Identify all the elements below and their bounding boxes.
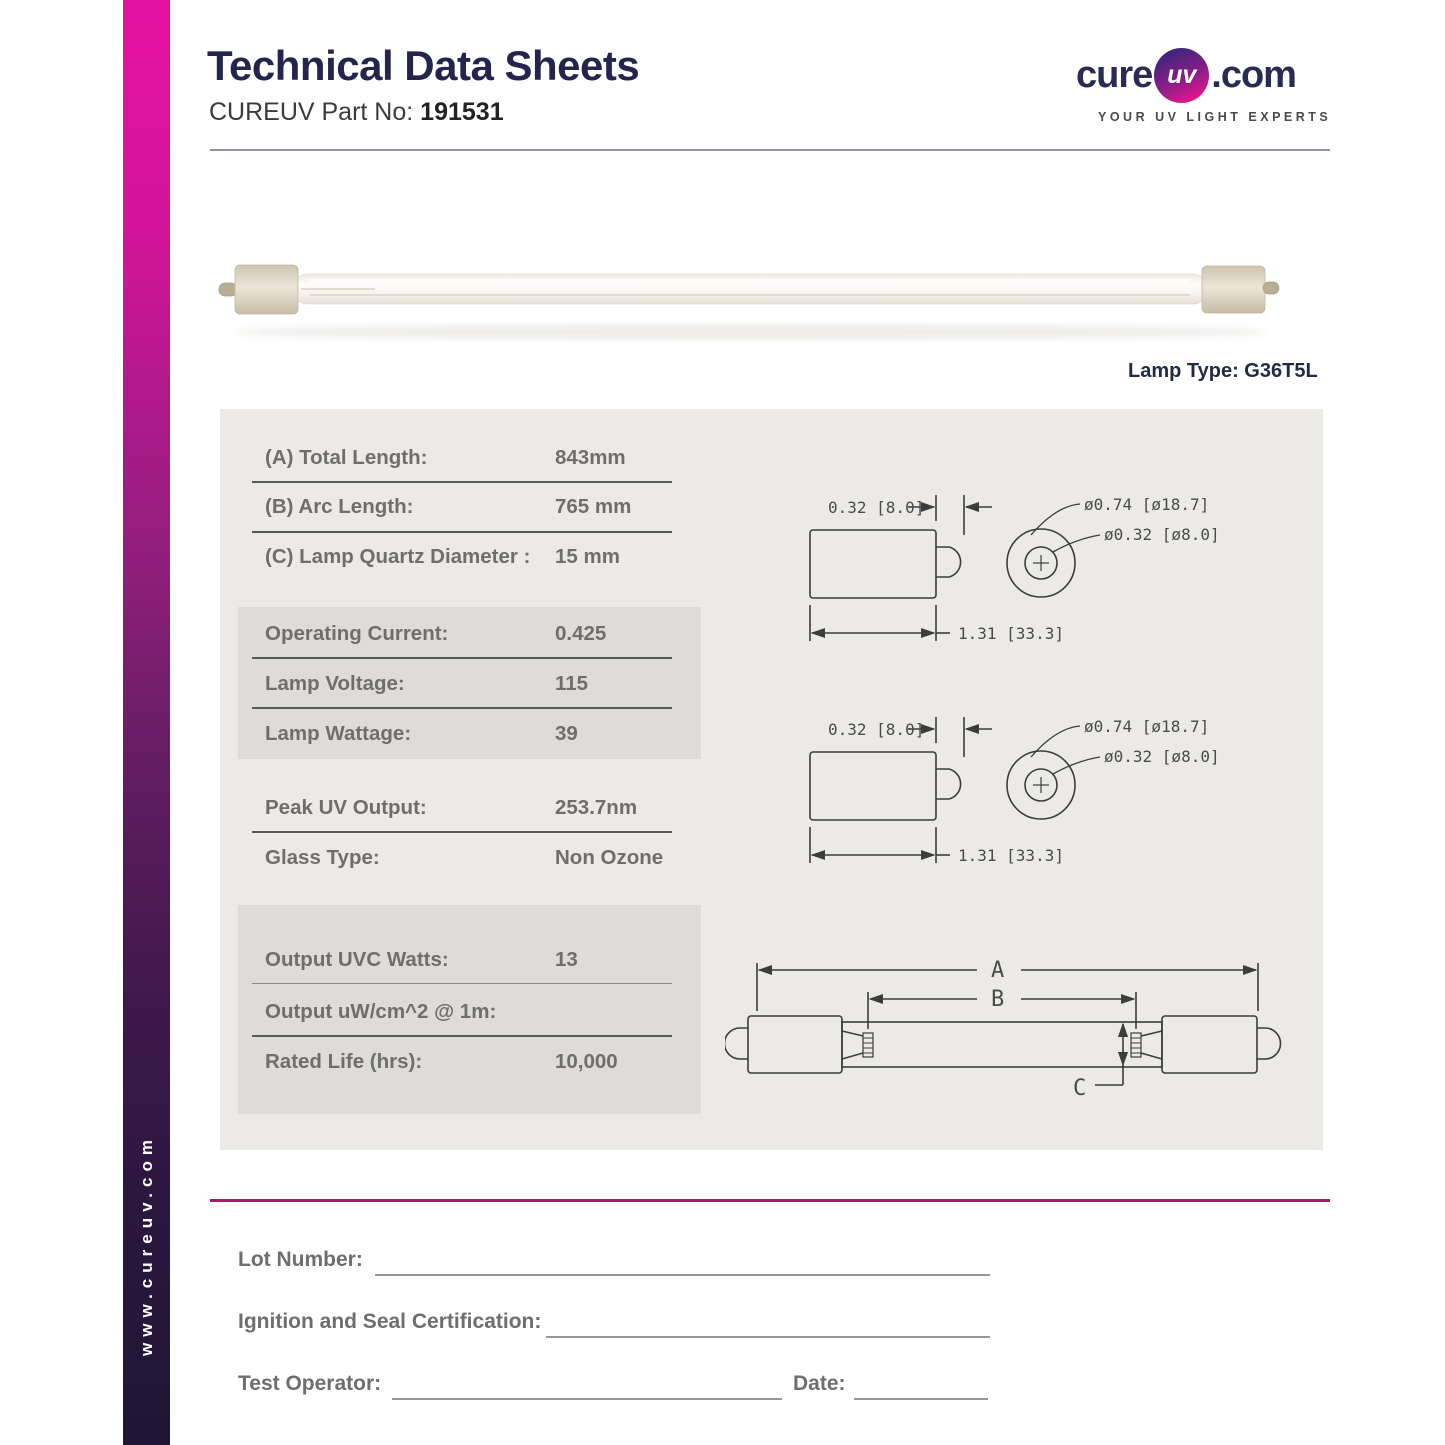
cureuv-logo [1076, 48, 1296, 103]
spec-label: (C) Lamp Quartz Diameter : [265, 545, 531, 568]
dim-a-label: A [991, 958, 1005, 983]
dim-inner-dia: ø0.32 [ø8.0] [1104, 747, 1220, 766]
spec-value: 15 mm [555, 545, 620, 568]
row-divider [252, 983, 672, 984]
endcap-drawing-top [788, 485, 1233, 657]
spec-label: Lamp Wattage: [265, 722, 412, 745]
spec-value: 10,000 [555, 1050, 618, 1073]
lamp-type-label: Lamp Type: G36T5L [1128, 360, 1318, 382]
spec-value: 253.7nm [555, 796, 638, 819]
lamp-right-pin [1263, 282, 1279, 294]
dim-outer-dia: ø0.74 [ø18.7] [1084, 495, 1210, 514]
ignition-cert-label: Ignition and Seal Certification: [238, 1310, 542, 1333]
uv-lamp-photo [215, 248, 1290, 348]
spec-label: (A) Total Length: [265, 446, 428, 469]
spec-value: Non Ozone [555, 846, 664, 869]
date-label: Date: [793, 1372, 846, 1395]
spec-label: (B) Arc Length: [265, 495, 414, 518]
date-field-line [854, 1398, 988, 1400]
row-divider [252, 531, 672, 533]
ignition-cert-field-line [546, 1336, 990, 1338]
part-number-line [209, 98, 504, 127]
lamp-dimension-diagram [725, 939, 1300, 1114]
site-url-text: www.cureuv.com [136, 1134, 156, 1356]
part-number-value: 191531 [420, 98, 504, 126]
logo-uv-text: uv [1167, 61, 1197, 89]
page-title: Technical Data Sheets [207, 42, 640, 89]
lot-number-label: Lot Number: [238, 1248, 363, 1271]
logo-uv-circle-icon [1154, 48, 1209, 103]
row-divider [252, 1035, 672, 1037]
spec-row-lamp-voltage [250, 669, 680, 699]
logo-com-text: .com [1211, 54, 1296, 96]
spec-label: Glass Type: [265, 846, 380, 869]
spec-label: Operating Current: [265, 622, 449, 645]
lot-number-field-line [375, 1274, 990, 1276]
spec-value: 0.425 [555, 622, 607, 645]
row-divider [252, 481, 672, 483]
logo-tagline: YOUR UV LIGHT EXPERTS [1098, 110, 1332, 124]
spec-row-quartz-diameter [250, 542, 680, 572]
spec-row-arc-length [250, 492, 680, 522]
row-divider [252, 657, 672, 659]
part-number-label: CUREUV Part No: [209, 98, 421, 126]
lamp-left-cap [235, 265, 298, 314]
dim-cap-length: 1.31 [33.3] [958, 624, 1064, 643]
header-divider [210, 149, 1330, 151]
spec-panel [220, 409, 1323, 1150]
lamp-left-pin [219, 283, 237, 296]
spec-label: Output uW/cm^2 @ 1m: [265, 1000, 497, 1023]
spec-label: Rated Life (hrs): [265, 1050, 423, 1073]
spec-value: 13 [555, 948, 578, 971]
spec-value: 765 mm [555, 495, 632, 518]
spec-row-total-length [250, 443, 680, 473]
spec-value: 39 [555, 722, 578, 745]
spec-row-lamp-wattage [250, 719, 680, 749]
lamp-tube [293, 274, 1208, 304]
spec-value: 843mm [555, 446, 626, 469]
endcap-drawing-bottom [788, 707, 1233, 879]
row-divider [252, 707, 672, 709]
dim-cap-pin: 0.32 [8.0] [828, 498, 925, 517]
logo-cure-text: cure [1076, 54, 1153, 96]
footer-accent-divider [210, 1199, 1330, 1202]
spec-label: Lamp Voltage: [265, 672, 405, 695]
dim-b-label: B [991, 987, 1005, 1012]
vertical-site-url [123, 1090, 170, 1400]
lamp-right-cap [1202, 266, 1265, 313]
dim-inner-dia: ø0.32 [ø8.0] [1104, 525, 1220, 544]
row-divider [252, 831, 672, 833]
spec-row-rated-life [250, 1047, 680, 1077]
dim-cap-length: 1.31 [33.3] [958, 846, 1064, 865]
dim-cap-pin: 0.32 [8.0] [828, 720, 925, 739]
spec-value: 115 [555, 672, 589, 695]
test-operator-field-line [392, 1398, 782, 1400]
spec-label: Peak UV Output: [265, 796, 427, 819]
spec-row-peak-uv [250, 793, 680, 823]
test-operator-label: Test Operator: [238, 1372, 382, 1395]
spec-row-operating-current [250, 619, 680, 649]
spec-row-glass-type [250, 843, 680, 873]
dim-outer-dia: ø0.74 [ø18.7] [1084, 717, 1210, 736]
spec-label: Output UVC Watts: [265, 948, 449, 971]
spec-row-output-uw [250, 997, 680, 1027]
spec-row-uvc-watts [250, 945, 680, 975]
dim-c-label: C [1073, 1076, 1087, 1101]
